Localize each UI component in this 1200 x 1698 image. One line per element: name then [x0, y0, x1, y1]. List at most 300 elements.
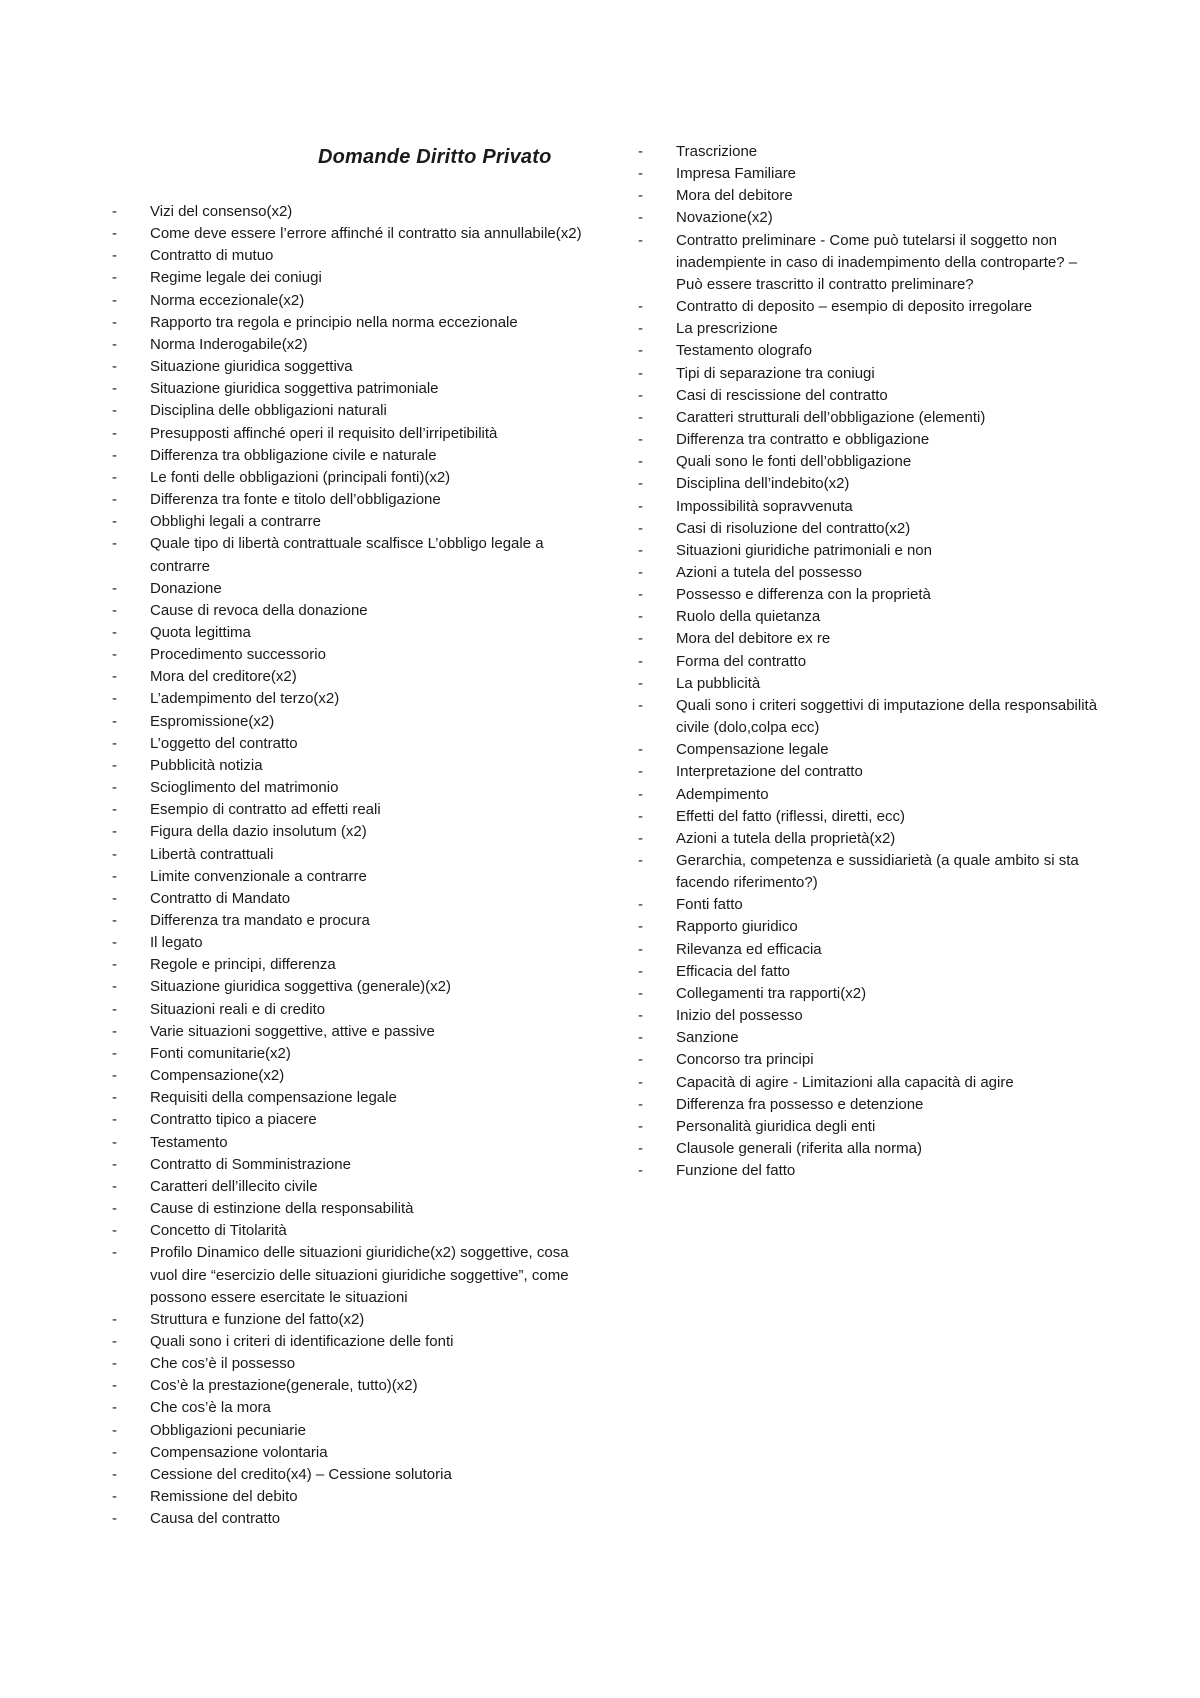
question-item	[112, 888, 582, 910]
bullet-dash: -	[638, 541, 643, 559]
bullet-dash: -	[112, 513, 117, 531]
question-item	[638, 230, 1098, 296]
question-item	[112, 445, 582, 467]
bullet-dash: -	[638, 940, 643, 958]
bullet-dash: -	[112, 358, 117, 376]
question-text: Quali sono i criteri di identificazione delle fonti	[150, 1332, 454, 1350]
question-text: Che cos’è la mora	[150, 1399, 271, 1417]
question-text: Situazioni giuridiche patrimoniali e non	[676, 541, 932, 559]
bullet-dash: -	[112, 889, 117, 907]
question-text: Profilo Dinamico delle situazioni giuridiche(x2) soggettive, cosa vuol dire “esercizio delle situazioni giuridiche soggettive”, come possono essere esercitate le situazioni	[150, 1244, 569, 1306]
question-text: Situazione giuridica soggettiva (generale)(x2)	[150, 978, 451, 996]
page-title: Domande Diritto Privato	[318, 146, 552, 168]
question-text: Pubblicità notizia	[150, 756, 263, 774]
question-item	[638, 1005, 1098, 1027]
question-item	[638, 1138, 1098, 1160]
question-text: Efficacia del fatto	[676, 962, 790, 980]
question-item	[112, 1420, 582, 1442]
question-text: Contratto di Somministrazione	[150, 1155, 351, 1173]
question-text: L’oggetto del contratto	[150, 734, 298, 752]
question-text: Concorso tra principi	[676, 1051, 814, 1069]
question-text: Differenza fra possesso e detenzione	[676, 1095, 924, 1113]
question-item	[112, 1043, 582, 1065]
question-item	[112, 1109, 582, 1131]
bullet-dash: -	[112, 690, 117, 708]
question-item	[638, 784, 1098, 806]
question-item	[112, 1331, 582, 1353]
question-text: Rapporto tra regola e principio nella norma eccezionale	[150, 313, 518, 331]
question-item	[112, 1397, 582, 1419]
question-item	[638, 761, 1098, 783]
question-text: Fonti fatto	[676, 896, 743, 914]
question-text: Contratto di mutuo	[150, 247, 274, 265]
question-item	[112, 223, 582, 245]
question-item	[112, 1176, 582, 1198]
bullet-dash: -	[112, 756, 117, 774]
bullet-dash: -	[112, 779, 117, 797]
question-text: La prescrizione	[676, 320, 778, 338]
bullet-dash: -	[112, 1111, 117, 1129]
bullet-dash: -	[638, 187, 643, 205]
question-item	[638, 340, 1098, 362]
question-text: Differenza tra mandato e procura	[150, 912, 370, 929]
question-text: Impresa Familiare	[676, 165, 797, 183]
question-item	[112, 578, 582, 600]
question-text: Adempimento	[676, 785, 769, 803]
bullet-dash: -	[112, 801, 117, 819]
bullet-dash: -	[638, 1073, 643, 1091]
bullet-dash: -	[638, 852, 643, 869]
bullet-dash: -	[112, 269, 117, 287]
question-item	[112, 976, 582, 998]
question-text: Azioni a tutela del possesso	[676, 563, 862, 581]
question-text: Come deve essere l’errore affinché il contratto sia annullabile(x2)	[150, 225, 582, 243]
question-text: Le fonti delle obbligazioni (principali fonti)(x2)	[150, 468, 451, 486]
bullet-dash: -	[112, 203, 117, 220]
bullet-dash: -	[112, 1310, 117, 1328]
question-item	[112, 733, 582, 755]
bullet-dash: -	[638, 674, 643, 692]
question-text: Vizi del consenso(x2)	[150, 203, 293, 220]
question-text: Rapporto giuridico	[676, 918, 798, 936]
question-item	[638, 828, 1098, 850]
question-text: Presupposti affinché operi il requisito dell’irripetibilità	[150, 424, 498, 442]
question-text: Azioni a tutela della proprietà(x2)	[676, 829, 896, 847]
question-item	[112, 777, 582, 799]
question-text: Cause di estinzione della responsabilità	[150, 1200, 414, 1218]
question-item	[638, 363, 1098, 385]
bullet-dash: -	[112, 1355, 117, 1373]
question-item	[638, 296, 1098, 318]
bullet-dash: -	[112, 1089, 117, 1107]
question-item	[112, 1486, 582, 1508]
bullet-dash: -	[638, 431, 643, 449]
bullet-dash: -	[112, 291, 117, 309]
bullet-dash: -	[638, 231, 643, 249]
question-text: Figura della dazio insolutum (x2)	[150, 823, 367, 841]
bullet-dash: -	[638, 364, 643, 382]
question-text: Procedimento successorio	[150, 646, 326, 664]
question-text: Possesso e differenza con la proprietà	[676, 586, 931, 604]
question-item	[112, 799, 582, 821]
question-text: Espromissione(x2)	[150, 712, 275, 730]
bullet-dash: -	[112, 823, 117, 841]
bullet-dash: -	[638, 984, 643, 1002]
question-list-right	[638, 141, 1098, 1182]
bullet-dash: -	[638, 519, 643, 537]
question-text: Libertà contrattuali	[150, 845, 274, 863]
question-text: Mora del debitore ex re	[676, 630, 831, 648]
bullet-dash: -	[638, 165, 643, 183]
question-item	[112, 533, 582, 577]
bullet-dash: -	[638, 1140, 643, 1158]
question-text: Regole e principi, differenza	[150, 956, 336, 974]
question-text: Collegamenti tra rapporti(x2)	[676, 984, 867, 1002]
question-item	[638, 451, 1098, 473]
question-text: Differenza tra obbligazione civile e naturale	[150, 446, 437, 464]
question-item	[112, 1154, 582, 1176]
bullet-dash: -	[112, 313, 117, 331]
bullet-dash: -	[112, 1399, 117, 1417]
bullet-dash: -	[112, 1022, 117, 1040]
question-item	[638, 739, 1098, 761]
question-text: Compensazione legale	[676, 741, 829, 759]
question-item	[112, 1087, 582, 1109]
question-text: Scioglimento del matrimonio	[150, 779, 339, 797]
question-item	[638, 673, 1098, 695]
bullet-dash: -	[112, 845, 117, 863]
bullet-dash: -	[638, 630, 643, 648]
question-text: Clausole generali (riferita alla norma)	[676, 1140, 922, 1158]
question-item	[112, 1508, 582, 1530]
question-item	[112, 954, 582, 976]
question-item	[112, 400, 582, 422]
question-text: Interpretazione del contratto	[676, 763, 863, 781]
question-text: Remissione del debito	[150, 1488, 298, 1506]
question-item	[112, 1464, 582, 1486]
bullet-dash: -	[638, 896, 643, 914]
bullet-dash: -	[638, 298, 643, 316]
question-text: Effetti del fatto (riflessi, diretti, ecc)	[676, 807, 905, 825]
question-item	[112, 821, 582, 843]
question-text: L’adempimento del terzo(x2)	[150, 690, 340, 708]
question-item	[638, 628, 1098, 650]
question-item	[112, 1065, 582, 1087]
bullet-dash: -	[112, 1443, 117, 1461]
question-item	[112, 467, 582, 489]
bullet-dash: -	[638, 1051, 643, 1069]
question-item	[112, 622, 582, 644]
question-item	[112, 356, 582, 378]
question-item	[638, 850, 1098, 894]
question-text: Fonti comunitarie(x2)	[150, 1044, 291, 1062]
bullet-dash: -	[638, 453, 643, 471]
bullet-dash: -	[112, 335, 117, 353]
question-item	[112, 844, 582, 866]
question-item	[638, 916, 1098, 938]
question-text: Disciplina delle obbligazioni naturali	[150, 402, 387, 420]
bullet-dash: -	[638, 342, 643, 360]
bullet-dash: -	[638, 763, 643, 781]
question-item	[638, 1049, 1098, 1071]
question-text: Quali sono i criteri soggettivi di imputazione della responsabilità civile (dolo,colpa ecc)	[676, 696, 1098, 737]
question-text: Situazione giuridica soggettiva patrimoniale	[150, 380, 439, 398]
question-text: Contratto tipico a piacere	[150, 1111, 317, 1129]
question-text: Caratteri strutturali dell’obbligazione (elementi)	[676, 408, 986, 426]
bullet-dash: -	[638, 1007, 643, 1025]
bullet-dash: -	[112, 1510, 117, 1528]
bullet-dash: -	[638, 563, 643, 581]
bullet-dash: -	[638, 320, 643, 338]
question-text: La pubblicità	[676, 674, 761, 692]
question-item	[112, 290, 582, 312]
question-text: Situazioni reali e di credito	[150, 1000, 326, 1018]
question-text: Mora del creditore(x2)	[150, 668, 297, 686]
question-item	[638, 806, 1098, 828]
question-text: Testamento olografo	[676, 342, 812, 360]
question-text: Capacità di agire - Limitazioni alla capacità di agire	[676, 1073, 1014, 1091]
question-text: Obblighi legali a contrarre	[150, 513, 321, 531]
bullet-dash: -	[638, 497, 643, 515]
question-text: Struttura e funzione del fatto(x2)	[150, 1310, 365, 1328]
question-item	[112, 378, 582, 400]
question-item	[112, 511, 582, 533]
question-item	[638, 983, 1098, 1005]
question-item	[638, 695, 1098, 739]
question-item	[112, 201, 582, 223]
question-text: Mora del debitore	[676, 187, 793, 205]
question-item	[112, 1442, 582, 1464]
bullet-dash: -	[638, 696, 643, 714]
question-text: Testamento	[150, 1133, 228, 1151]
bullet-dash: -	[638, 408, 643, 426]
question-item	[112, 1198, 582, 1220]
question-text: Casi di risoluzione del contratto(x2)	[676, 519, 911, 537]
question-text: Regime legale dei coniugi	[150, 269, 322, 287]
bullet-dash: -	[112, 1465, 117, 1483]
question-item	[112, 1220, 582, 1242]
question-item	[112, 1132, 582, 1154]
bullet-dash: -	[112, 1067, 117, 1085]
bullet-dash: -	[638, 586, 643, 604]
question-item	[638, 163, 1098, 185]
question-text: Impossibilità sopravvenuta	[676, 497, 853, 515]
bullet-dash: -	[112, 1222, 117, 1240]
question-text: Rilevanza ed efficacia	[676, 940, 822, 958]
bullet-dash: -	[112, 491, 117, 509]
question-text: Trascrizione	[676, 143, 758, 160]
question-item	[112, 1021, 582, 1043]
bullet-dash: -	[112, 1488, 117, 1506]
bullet-dash: -	[112, 867, 117, 885]
question-text: Situazione giuridica soggettiva	[150, 358, 353, 376]
question-item	[112, 600, 582, 622]
bullet-dash: -	[112, 579, 117, 597]
question-item	[638, 407, 1098, 429]
question-item	[638, 961, 1098, 983]
bullet-dash: -	[112, 225, 117, 243]
bullet-dash: -	[112, 601, 117, 619]
question-item	[638, 496, 1098, 518]
question-text: Norma eccezionale(x2)	[150, 291, 305, 309]
question-text: Sanzione	[676, 1029, 739, 1047]
bullet-dash: -	[112, 424, 117, 442]
question-text: Differenza tra contratto e obbligazione	[676, 431, 930, 449]
question-text: Contratto di deposito – esempio di deposito irregolare	[676, 298, 1033, 316]
question-text: Norma Inderogabile(x2)	[150, 335, 308, 353]
question-text: Causa del contratto	[150, 1510, 281, 1528]
bullet-dash: -	[112, 623, 117, 641]
question-text: Compensazione volontaria	[150, 1443, 328, 1461]
question-item	[638, 606, 1098, 628]
question-item	[638, 1160, 1098, 1182]
question-item	[638, 939, 1098, 961]
bullet-dash: -	[638, 807, 643, 825]
question-item	[638, 1072, 1098, 1094]
question-text: Ruolo della quietanza	[676, 608, 821, 626]
bullet-dash: -	[112, 956, 117, 974]
question-item	[638, 518, 1098, 540]
question-text: Differenza tra fonte e titolo dell’obbligazione	[150, 491, 441, 509]
bullet-dash: -	[112, 1044, 117, 1062]
question-text: Caratteri dell’illecito civile	[150, 1177, 318, 1195]
question-item	[638, 385, 1098, 407]
question-text: Cause di revoca della donazione	[150, 601, 368, 619]
question-item	[112, 932, 582, 954]
question-item	[112, 489, 582, 511]
question-item	[112, 1242, 582, 1308]
question-text: Obbligazioni pecuniarie	[150, 1421, 306, 1439]
bullet-dash: -	[112, 1332, 117, 1350]
question-item	[112, 666, 582, 688]
bullet-dash: -	[112, 734, 117, 752]
question-text: Quali sono le fonti dell’obbligazione	[676, 453, 912, 471]
bullet-dash: -	[112, 1155, 117, 1173]
question-item	[112, 910, 582, 932]
question-item	[112, 688, 582, 710]
question-item	[112, 755, 582, 777]
bullet-dash: -	[638, 1162, 643, 1180]
bullet-dash: -	[638, 386, 643, 404]
question-text: Compensazione(x2)	[150, 1067, 285, 1085]
question-text: Esempio di contratto ad effetti reali	[150, 801, 381, 819]
bullet-dash: -	[112, 380, 117, 398]
bullet-dash: -	[112, 1000, 117, 1018]
bullet-dash: -	[112, 468, 117, 486]
question-text: Donazione	[150, 579, 222, 597]
question-text: Funzione del fatto	[676, 1162, 796, 1180]
question-text: Tipi di separazione tra coniugi	[676, 364, 875, 382]
question-item	[638, 429, 1098, 451]
bullet-dash: -	[638, 1095, 643, 1113]
question-item	[638, 584, 1098, 606]
question-item	[638, 207, 1098, 229]
question-item	[112, 644, 582, 666]
question-item	[638, 894, 1098, 916]
bullet-dash: -	[638, 652, 643, 670]
question-item	[112, 711, 582, 733]
bullet-dash: -	[112, 712, 117, 730]
question-item	[112, 267, 582, 289]
question-item	[112, 245, 582, 267]
bullet-dash: -	[638, 741, 643, 759]
question-list-left	[112, 201, 582, 1530]
question-item	[112, 312, 582, 334]
bullet-dash: -	[112, 978, 117, 996]
bullet-dash: -	[112, 535, 117, 553]
bullet-dash: -	[112, 668, 117, 686]
question-text: Concetto di Titolarità	[150, 1222, 287, 1240]
bullet-dash: -	[638, 1117, 643, 1135]
bullet-dash: -	[112, 912, 117, 929]
question-text: Contratto preliminare - Come può tutelarsi il soggetto non inadempiente in caso di inadempimento della controparte? – Può essere trascritto il contratto preliminare?	[676, 231, 1078, 293]
question-item	[638, 185, 1098, 207]
bullet-dash: -	[112, 446, 117, 464]
bullet-dash: -	[112, 1244, 117, 1262]
question-text: Cessione del credito(x4) – Cessione solutoria	[150, 1465, 452, 1483]
bullet-dash: -	[638, 1029, 643, 1047]
question-item	[638, 562, 1098, 584]
question-text: Forma del contratto	[676, 652, 807, 670]
question-text: Varie situazioni soggettive, attive e passive	[150, 1022, 435, 1040]
bullet-dash: -	[112, 646, 117, 664]
bullet-dash: -	[638, 209, 643, 227]
question-text: Cos’è la prestazione(generale, tutto)(x2)	[150, 1377, 418, 1395]
bullet-dash: -	[112, 1377, 117, 1395]
bullet-dash: -	[112, 1421, 117, 1439]
bullet-dash: -	[112, 1200, 117, 1218]
question-text: Disciplina dell’indebito(x2)	[676, 475, 850, 493]
bullet-dash: -	[112, 247, 117, 265]
question-item	[112, 999, 582, 1021]
question-item	[112, 334, 582, 356]
question-item	[112, 866, 582, 888]
question-item	[638, 141, 1098, 163]
bullet-dash: -	[112, 402, 117, 420]
bullet-dash: -	[638, 475, 643, 493]
question-text: Il legato	[150, 934, 203, 952]
question-text: Requisiti della compensazione legale	[150, 1089, 397, 1107]
question-text: Contratto di Mandato	[150, 889, 291, 907]
question-text: Inizio del possesso	[676, 1007, 803, 1025]
question-item	[638, 1116, 1098, 1138]
bullet-dash: -	[638, 918, 643, 936]
question-item	[638, 651, 1098, 673]
bullet-dash: -	[638, 962, 643, 980]
bullet-dash: -	[638, 608, 643, 626]
bullet-dash: -	[112, 1177, 117, 1195]
question-text: Limite convenzionale a contrarre	[150, 867, 367, 885]
question-text: Quale tipo di libertà contrattuale scalfisce L’obbligo legale a contrarre	[150, 535, 544, 575]
question-item	[638, 1027, 1098, 1049]
question-item	[112, 1353, 582, 1375]
bullet-dash: -	[112, 1133, 117, 1151]
question-item	[112, 1375, 582, 1397]
question-text: Casi di rescissione del contratto	[676, 386, 888, 404]
question-item	[638, 473, 1098, 495]
bullet-dash: -	[638, 829, 643, 847]
bullet-dash: -	[112, 934, 117, 952]
question-item	[638, 318, 1098, 340]
question-text: Novazione(x2)	[676, 209, 773, 227]
question-text: Che cos’è il possesso	[150, 1355, 296, 1373]
question-item	[638, 540, 1098, 562]
question-item	[112, 1309, 582, 1331]
bullet-dash: -	[638, 785, 643, 803]
question-text: Personalità giuridica degli enti	[676, 1117, 876, 1135]
question-text: Quota legittima	[150, 623, 251, 641]
question-item	[638, 1094, 1098, 1116]
